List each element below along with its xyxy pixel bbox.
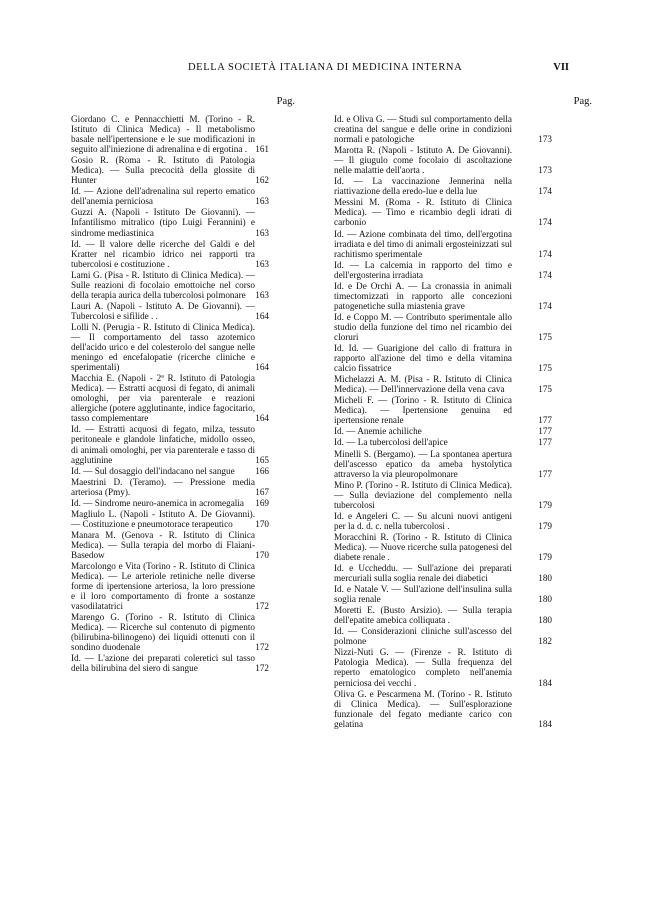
entry-list-right <box>334 114 592 729</box>
entry-page-number: 184 <box>538 718 552 729</box>
entry-page-number: 167 <box>255 486 269 497</box>
index-entry <box>334 626 552 646</box>
entry-text: Guzzi A. (Napoli - Istituto De Giovanni). — Infantilismo mitralico (tipo Luigi Ferannini) e sindrome mediastinica <box>71 207 255 238</box>
index-entry <box>71 509 295 529</box>
index-entry <box>71 270 295 300</box>
index-entry <box>334 584 552 604</box>
index-entry <box>334 449 552 479</box>
entry-page-number: 177 <box>538 426 552 437</box>
index-entry <box>334 229 552 259</box>
entry-list-left <box>71 114 321 674</box>
index-entry <box>334 689 552 729</box>
entry-text: Micheli F. — (Torino - R. Istituto di Clinica Medica). — Ipertensione genuina ed ipertensione renale <box>334 395 512 426</box>
index-entry <box>71 477 295 497</box>
entry-text: Id. — La calcemia in rapporto del timo e dell'ergosterina irradiata <box>334 259 512 280</box>
index-entry <box>71 322 295 372</box>
pag-label-right: Pag. <box>573 96 592 107</box>
entry-text: Id. — Il valore delle ricerche del Galdi e del Kratter nel ricambio idrico nei rapporti tra tubercolosi e costituzione . <box>71 238 255 269</box>
entry-page-number: 165 <box>255 454 269 465</box>
entry-page-number: 163 <box>255 227 269 238</box>
entry-page-number: 174 <box>538 186 552 197</box>
index-entry <box>334 312 552 342</box>
index-entry <box>71 466 295 476</box>
entry-text: Id. — Azione dell'adrenalina sul reperto ematico dell'anemia perniciosa <box>71 186 255 207</box>
entry-page-number: 174 <box>538 300 552 311</box>
entry-page-number: 173 <box>538 165 552 176</box>
entry-page-number: 172 <box>255 642 269 653</box>
index-column-left <box>71 96 321 675</box>
entry-text: Marotta R. (Napoli - Istituto A. De Giovanni). — Il giugulo come focolaio di ascoltazione nelle malattie dell'aorta . <box>334 145 512 176</box>
entry-text: Marengo G. (Torino - R. Istituto di Clinica Medica). — Ricerche sul contenuto di pigmento (bilirubina-bilinogeno) dei liquidi ottenuti con il sondino duodenale <box>71 612 255 653</box>
entry-text: Id. e Natale V. — Sull'azione dell'insulina sulla soglia renale <box>334 584 512 605</box>
index-entry <box>334 281 552 311</box>
entry-page-number: 163 <box>255 289 269 300</box>
index-entry <box>71 373 295 423</box>
index-entry <box>334 374 552 394</box>
entry-text: Messini M. (Roma - R. Istituto di Clinica Medica). — Timo e ricambio degli idrati di carbonio <box>334 197 512 228</box>
index-column-right <box>334 96 592 730</box>
entry-text: Id. Id. — Guarigione del callo di frattura in rapporto all'azione del timo e della vitamina calcio fissatrice <box>334 343 512 374</box>
entry-page-number: 175 <box>538 331 552 342</box>
pag-label-left: Pag. <box>276 96 295 107</box>
entry-text: Id. e De Orchi A. — La cronassia in animali timectomizzati in rapporto alle concezioni patogenetiche sulla miastenia grave <box>334 280 512 311</box>
entry-text: Oliva G. e Pescarmena M. (Torino - R. Istituto di Clinica Medica). — Sull'esplorazione funzionale del fegato mediante carico con gelatina <box>334 688 512 729</box>
entry-text: Mino P. (Torino - R. Istituto di Clinica Medica). — Sulla deviazione del complemento nella tubercolosi <box>334 479 512 510</box>
page-header <box>0 62 647 78</box>
index-entry <box>334 395 552 425</box>
index-entry <box>334 532 552 562</box>
entry-page-number: 170 <box>255 518 269 529</box>
index-entry <box>334 260 552 280</box>
index-entry <box>334 176 552 196</box>
index-entry <box>334 343 552 373</box>
entry-text: Id. e Coppo M. — Contributo sperimentale allo studio della funzione del timo nel ricambio dei cloruri <box>334 311 512 342</box>
entry-page-number: 179 <box>538 520 552 531</box>
index-entry <box>334 145 552 175</box>
entry-page-number: 179 <box>538 499 552 510</box>
index-entry <box>334 605 552 625</box>
index-entry <box>334 511 552 531</box>
index-entry <box>334 197 552 227</box>
entry-text: Id. e Uccheddu. — Sull'azione dei preparati mercuriali sulla soglia renale dei diabetici <box>334 563 512 584</box>
entry-text: Moracchini R. (Torino - R. Istituto di Clinica Medica). — Nuove ricerche sulla patogenesi del diabete renale . <box>334 531 512 562</box>
entry-text: Moretti E. (Busto Arsizio). — Sulla terapia dell'epatite amebica colliquata . <box>334 605 512 626</box>
entry-page-number: 179 <box>538 551 552 562</box>
entry-text: Giordano C. e Pennacchietti M. (Torino - R. Istituto di Clinica Medica) - Il metabolismo basale nell'ipertensione e le sue modificazioni in seguito all'iniezione di adrenalina e di ergotina . <box>71 114 255 155</box>
entry-text: Lauri A. (Napoli - Istituto A. De Giovanni). — Tubercolosi e sifilide . . <box>71 300 255 321</box>
entry-text: Gosio R. (Roma - R. Istituto di Patologia Medica). — Sulla precocità della glossite di Hunter <box>71 155 255 186</box>
index-entry <box>334 426 552 436</box>
index-entry <box>334 437 552 447</box>
index-entry <box>334 563 552 583</box>
entry-text: Marcolongo e Vita (Torino - R. Istituto di Clinica Medica). — Le arteriole retiniche nelle diverse forme di ipertensione arteriosa, la loro pressione e il loro comportamento di fronte a sostanze vasodilatatrici <box>71 561 255 612</box>
index-entry <box>71 653 295 673</box>
entry-page-number: 164 <box>255 310 269 321</box>
entry-page-number: 180 <box>538 615 552 626</box>
index-entry <box>71 530 295 560</box>
index-entry <box>71 186 295 206</box>
index-entry <box>71 561 295 611</box>
index-entry <box>71 498 295 508</box>
entry-text: Id. — Sindrome neuro-anemica in acromegalia <box>71 497 244 508</box>
index-entry <box>71 239 295 269</box>
entry-page-number: 163 <box>255 258 269 269</box>
entry-page-number: 177 <box>538 468 552 479</box>
index-entry <box>71 114 295 154</box>
entry-page-number: 172 <box>255 663 269 674</box>
entry-page-number: 164 <box>255 362 269 373</box>
entry-page-number: 184 <box>538 677 552 688</box>
entry-page-number: 177 <box>538 415 552 426</box>
entry-text: Id. — Considerazioni cliniche sull'ascesso del polmone <box>334 626 512 647</box>
entry-text: Id. — Azione combinata del timo, dell'ergotina irradiata e del timo di animali ergosteinizzati sul rachitismo sperimentale <box>334 228 512 259</box>
index-entry <box>71 612 295 652</box>
entry-page-number: 174 <box>538 217 552 228</box>
entry-text: Id. — Sul dosaggio dell'indacano nel sangue <box>71 465 235 476</box>
entry-text: Id. — Anemie achiliche <box>334 426 422 437</box>
entry-page-number: 180 <box>538 573 552 584</box>
index-entry <box>71 301 295 321</box>
index-entry <box>71 155 295 185</box>
entry-page-number: 170 <box>255 549 269 560</box>
entry-text: Id. — L'azione dei preparati coleretici sul tasso della bilirubina del siero di sangue <box>71 653 255 674</box>
entry-page-number: 169 <box>255 497 269 508</box>
entry-page-number: 177 <box>538 437 552 448</box>
entry-text: Id. — La tubercolosi dell'apice <box>334 437 448 448</box>
entry-page-number: 175 <box>538 384 552 395</box>
index-entry <box>334 647 552 687</box>
running-title: DELLA SOCIETÀ ITALIANA DI MEDICINA INTERNA <box>188 62 463 73</box>
entry-text: Nizzi-Nuti G. — (Firenze - R. Istituto di Patologia Medica). — Sulla frequenza del reperto ematologico completo nell'anemia perniciosa dei vecchi . <box>334 647 512 688</box>
entry-text: Id. — Estratti acquosi di fegato, milza, tessuto peritoneale e glandole linfatiche, midollo osseo, di animali omologhi, per via parenterale e tasso di agglutinine <box>71 424 255 465</box>
entry-text: Id. — La vaccinazione Jennerina nella riattivazione della eredo-lue e della lue <box>334 176 512 197</box>
entry-page-number: 163 <box>255 196 269 207</box>
index-entry <box>334 114 552 144</box>
entry-text: Maestrini D. (Teramo). — Pressione media arteriosa (Pmy). <box>71 476 255 497</box>
entry-text: Minelli S. (Bergamo). — La spontanea apertura dell'ascesso epatico da ameba hystolytica attraverso la via pleuropolmonare <box>334 448 512 479</box>
entry-text: Lami G. (Pisa - R. Istituto di Clinica Medica). — Sulle reazioni di focolaio emottoiche nel corso della terapia aurica della tubercolosi polmonare <box>71 269 255 300</box>
entry-text: Id. e Oliva G. — Studi sul comportamento della creatina del sangue e delle orine in condizioni normali e patologiche <box>334 114 512 145</box>
index-entry <box>71 207 295 237</box>
entry-page-number: 172 <box>255 601 269 612</box>
entry-page-number: 166 <box>255 465 269 476</box>
index-entry <box>71 424 295 464</box>
entry-text: Magliulo L. (Napoli - Istituto A. De Giovanni). — Costituzione e pneumotorace terapeutico <box>71 508 255 529</box>
entry-text: Id. e Angeleri C. — Su alcuni nuovi antigeni per la d. d. c. nella tubercolosi . <box>334 510 512 531</box>
entry-text: Lolli N. (Perugia - R. Istituto di Clinica Medica). — Il comportamento del tasso azotemico dell'acido urico e del colesterolo del sangue nelle meningo ed encefalopatie (ricerche cliniche e sperimentali) <box>71 321 255 373</box>
entry-page-number: 162 <box>255 175 269 186</box>
entry-text: Macchia E. (Napoli - 2ª R. Istituto di Patologia Medica). — Estratti acquosi di fegato, di animali omologhi, per via parenterale e reazioni allergiche (potere agglutinante, indice fagocitario, tasso complementare <box>71 373 255 424</box>
entry-page-number: 164 <box>255 413 269 424</box>
entry-page-number: 173 <box>538 134 552 145</box>
entry-page-number: 180 <box>538 594 552 605</box>
index-entry <box>334 480 552 510</box>
entry-text: Michelazzi A. M. (Pisa - R. Istituto di Clinica Medica). — Dell'innervazione della vena cava <box>334 374 512 395</box>
entry-page-number: 175 <box>538 363 552 374</box>
entry-page-number: 182 <box>538 636 552 647</box>
page-number: VII <box>553 62 569 73</box>
entry-text: Manara M. (Genova - R. Istituto di Clinica Medica). — Sulla terapia del morbo di Flaiani-Basedow <box>71 529 255 560</box>
entry-page-number: 161 <box>255 144 269 155</box>
entry-page-number: 174 <box>538 248 552 259</box>
entry-page-number: 174 <box>538 269 552 280</box>
